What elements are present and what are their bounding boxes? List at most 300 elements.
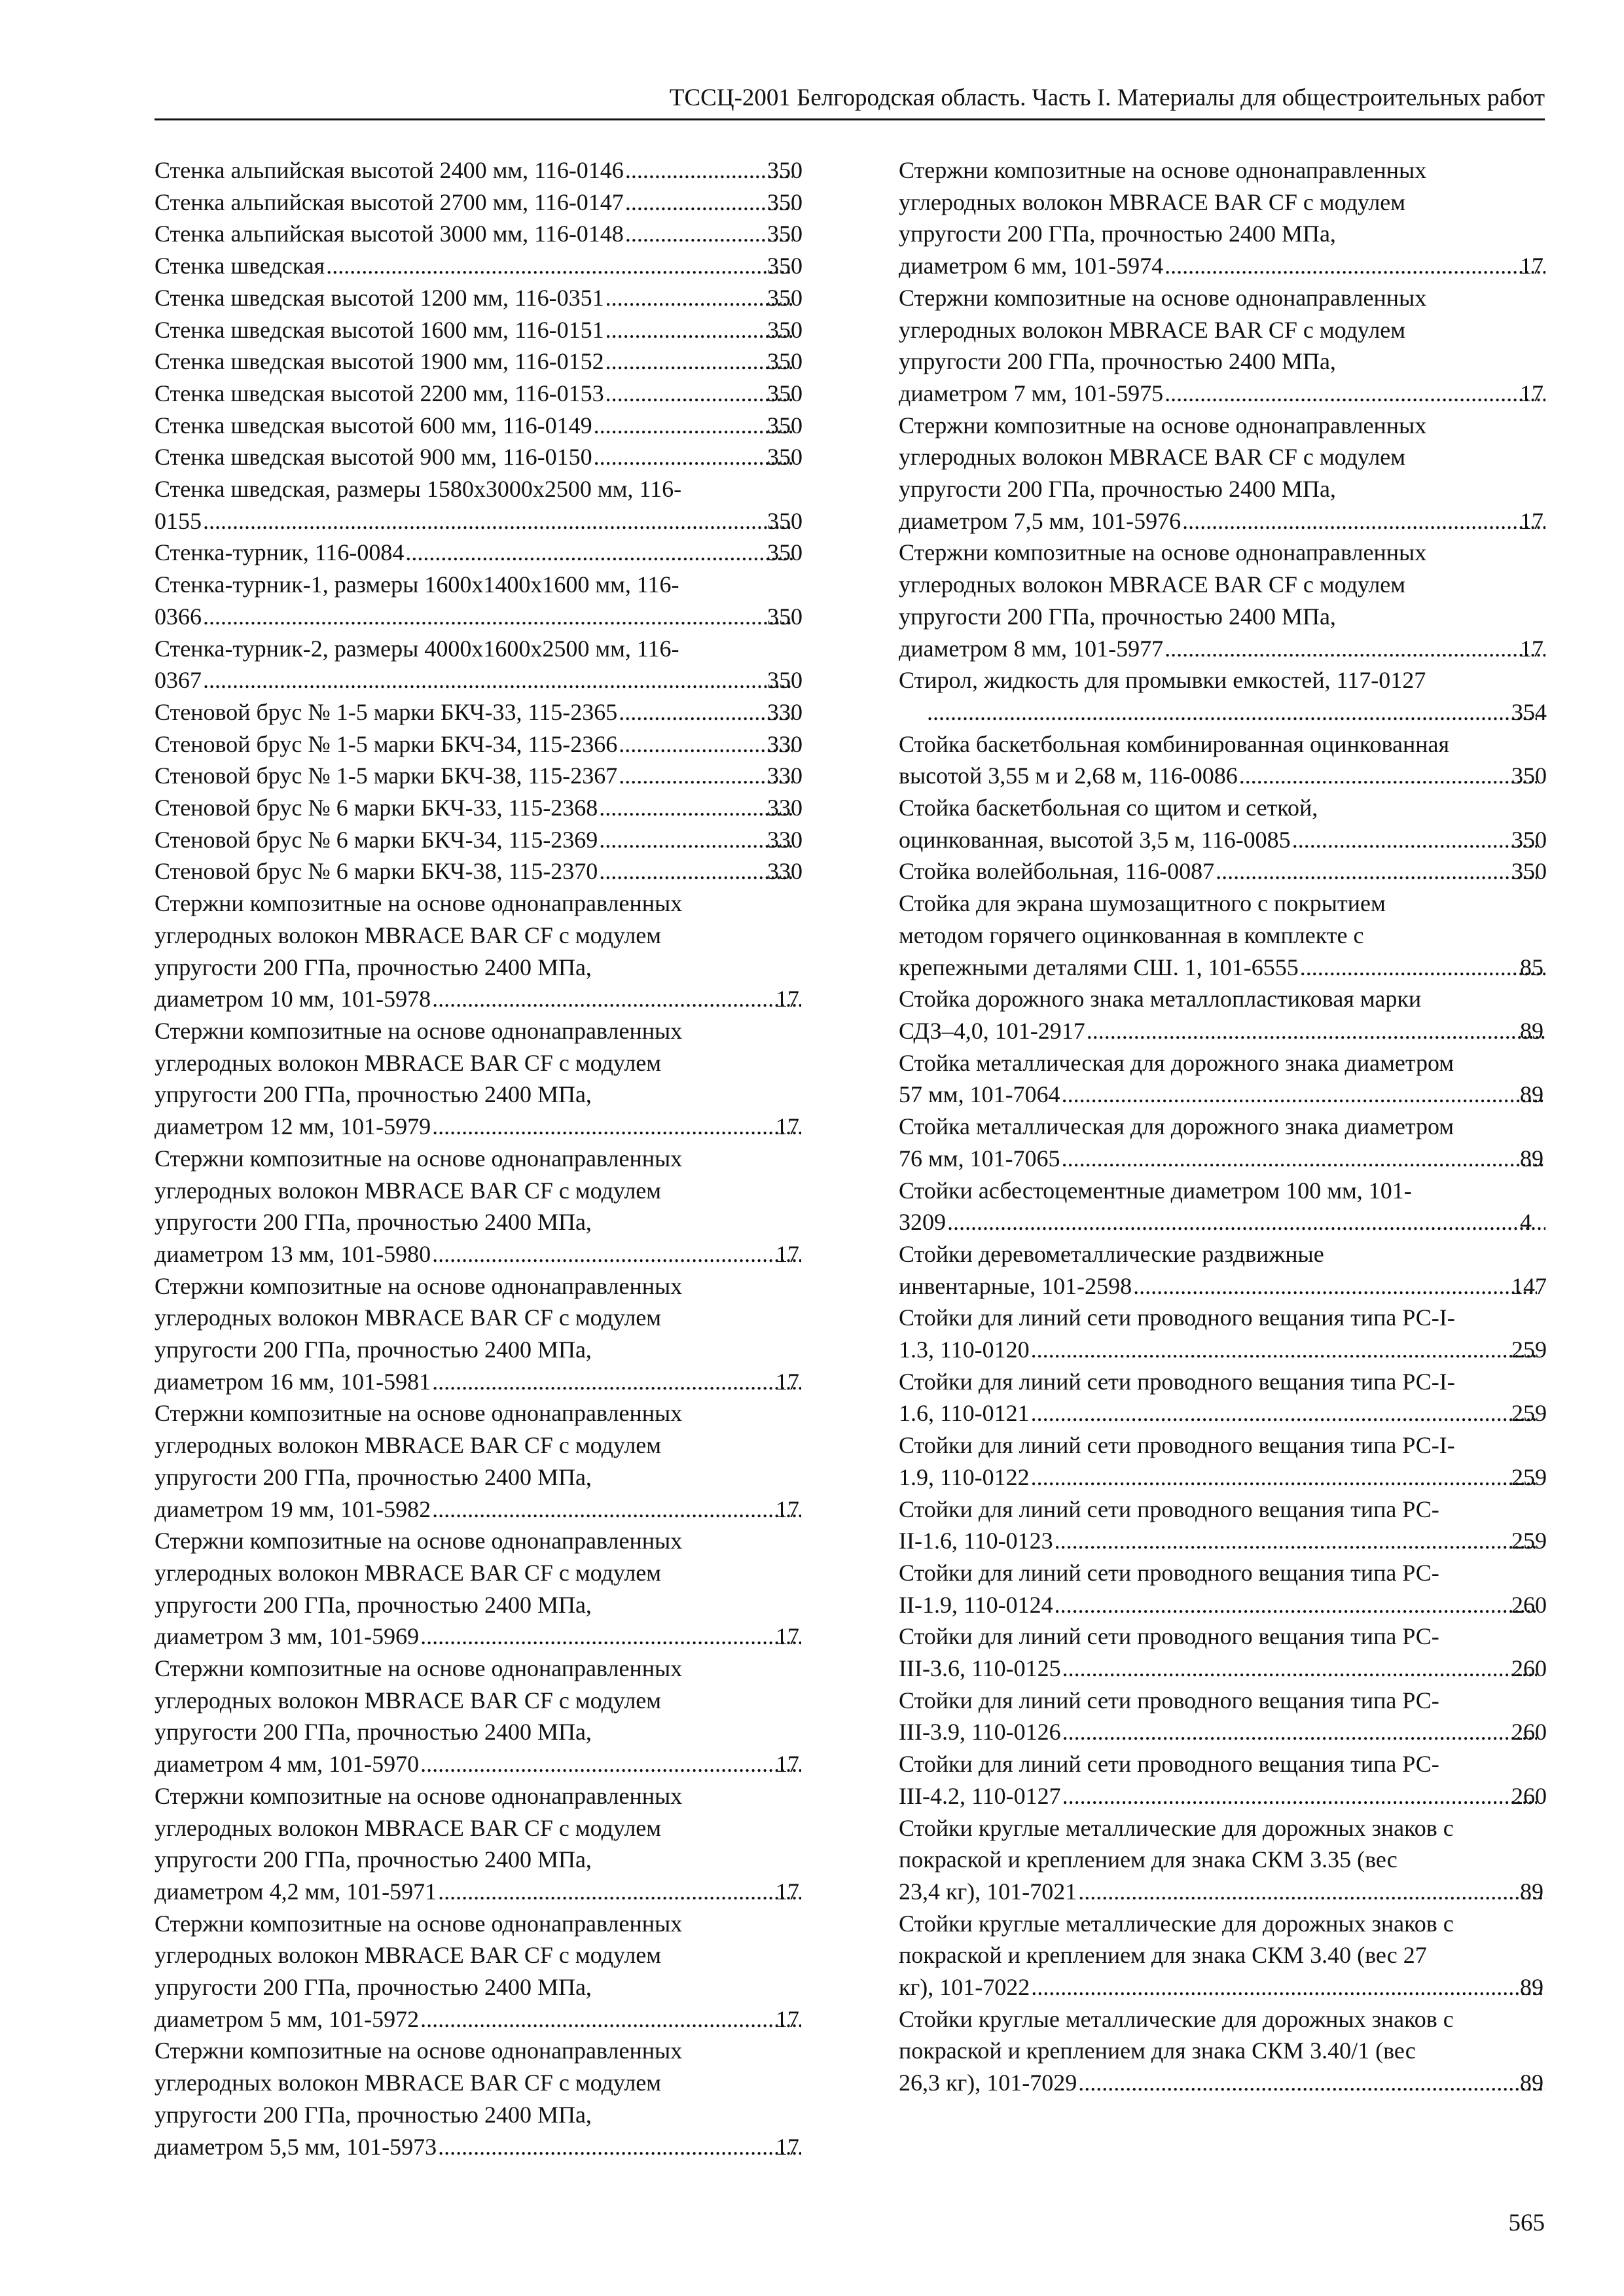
- entry-text-line: Стержни композитные на основе однонаправленных: [154, 1017, 683, 1044]
- entry-text-line: диаметром 16 мм, 101-5981: [154, 1368, 431, 1395]
- entry-last-line: диаметром 5,5 мм, 101-5973 ..... 17: [181, 2131, 803, 2163]
- entry-page-ref: 350: [767, 667, 803, 694]
- entry-text-line: Стойка дорожного знака металлопластиковая марки: [899, 986, 1422, 1013]
- index-entry: [899, 664, 1547, 728]
- entry-text-line: инвентарные, 101-2598: [899, 1272, 1132, 1299]
- entry-text-line: упругости 200 ГПа, прочностью 2400 МПа,: [899, 603, 1336, 630]
- entry-text-line: Стержни композитные на основе однонаправленных: [154, 1655, 683, 1682]
- entry-text-line: 76 мм, 101-7065: [899, 1145, 1060, 1172]
- entry-text-line: Стенка-турник-1, размеры 1600х1400х1600 мм, 116-: [154, 571, 679, 598]
- entry-text-line: диаметром 5 мм, 101-5972: [154, 2005, 420, 2032]
- entry-text-line: Стойки для линий сети проводного вещания типа РС-I-: [899, 1432, 1455, 1459]
- entry-last-line: [899, 1334, 1547, 1366]
- entry-text-line: Стенка альпийская высотой 2700 мм, 116-0147: [154, 188, 624, 215]
- index-entry: [899, 154, 1547, 282]
- entry-last-line: [154, 250, 803, 282]
- entry-text-line: Стержни композитные на основе однонаправленных: [154, 2037, 683, 2064]
- dot-leader: [432, 1366, 801, 1398]
- dot-leader: [1062, 1716, 1537, 1748]
- dot-leader: [1239, 760, 1537, 792]
- entry-last-line: [154, 728, 803, 761]
- entry-page-ref: 350: [767, 157, 803, 183]
- index-entry: [154, 855, 803, 888]
- dot-leader: [927, 696, 1537, 728]
- entry-last-line: 3209 ..... 4: [926, 1206, 1547, 1238]
- index-entry: [154, 728, 803, 761]
- entry-text-line: 57 мм, 101-7064: [899, 1081, 1060, 1108]
- entry-text-line: II-1.6, 110-0123: [899, 1528, 1053, 1554]
- entry-text-line: углеродных волокон MBRACE BAR CF с модулем: [154, 1942, 662, 1969]
- index-entry: [154, 1397, 803, 1525]
- entry-text-line: углеродных волокон MBRACE BAR CF с модулем: [899, 444, 1406, 471]
- index-entry: [154, 1780, 803, 1908]
- entry-text-line: диаметром 12 мм, 101-5979: [154, 1113, 431, 1140]
- index-column-left: [154, 154, 803, 2162]
- entry-text-line: Стеновой брус № 1-5 марки БКЧ-33, 115-2365: [154, 698, 618, 725]
- entry-page-ref: 350: [767, 221, 803, 247]
- entry-text-line: диаметром 6 мм, 101-5974: [899, 253, 1164, 279]
- entry-text-line: Стеновой брус № 1-5 марки БКЧ-34, 115-2366: [154, 730, 618, 757]
- entry-last-line: 26,3 кг), 101-7029 ..... 89: [926, 2067, 1547, 2099]
- entry-text-line: 1.9, 110-0122: [899, 1463, 1030, 1490]
- entry-text-line: III-4.2, 110-0127: [899, 1782, 1061, 1809]
- entry-text-line: Стенка шведская высотой 2200 мм, 116-0153: [154, 380, 604, 406]
- dot-leader: [438, 1876, 801, 1908]
- dot-leader: [420, 1748, 801, 1780]
- entry-text-line: Стойка баскетбольная со щитом и сеткой,: [899, 795, 1318, 821]
- dot-leader: [1062, 1143, 1545, 1175]
- entry-text-line: Стержни композитные на основе однонаправленных: [154, 1400, 683, 1427]
- index-entry: [154, 314, 803, 346]
- dot-leader: [1292, 824, 1537, 856]
- entry-page-ref: 350: [1511, 858, 1547, 885]
- entry-page-ref: 350: [767, 348, 803, 375]
- index-entry: [899, 1494, 1547, 1557]
- entry-text-line: диаметром 7 мм, 101-5975: [899, 380, 1164, 406]
- dot-leader: [203, 601, 793, 633]
- dot-leader: [1078, 2067, 1545, 2099]
- dot-leader: [1078, 1876, 1545, 1908]
- entry-last-line: крепежными деталями СШ. 1, 101-6555 ..... 85: [926, 952, 1547, 984]
- entry-text-line: Стеновой брус № 1-5 марки БКЧ-38, 115-2367: [154, 762, 618, 789]
- index-entry: [899, 1748, 1547, 1812]
- index-entry: [899, 1685, 1547, 1748]
- index-entry: [899, 1175, 1547, 1238]
- entry-page-ref: 260: [1511, 1655, 1547, 1682]
- dot-leader: [1087, 1015, 1545, 1047]
- entry-text-line: упругости 200 ГПа, прочностью 2400 МПа,: [154, 954, 592, 980]
- entry-text-line: Стойка для экрана шумозащитного с покрытием: [899, 890, 1386, 917]
- entry-last-line: [154, 218, 803, 250]
- entry-last-line: [154, 282, 803, 314]
- entry-text-line: Стойки круглые металлические для дорожных знаков с: [899, 1910, 1454, 1937]
- dot-leader: [326, 250, 793, 282]
- entry-last-line: диаметром 12 мм, 101-5979 ..... 17: [181, 1111, 803, 1143]
- entry-page-ref: 147: [1511, 1272, 1547, 1299]
- entry-text-line: Стержни композитные на основе однонаправленных: [154, 1272, 683, 1299]
- entry-text-line: СДЗ–4,0, 101-2917: [899, 1017, 1085, 1044]
- entry-text-line: углеродных волокон MBRACE BAR CF с модулем: [899, 571, 1406, 598]
- index-entry: [899, 1366, 1547, 1429]
- dot-leader: [203, 505, 793, 537]
- entry-page-ref: 330: [767, 858, 803, 885]
- index-entry: [154, 441, 803, 473]
- dot-leader: [599, 855, 793, 888]
- dot-leader: [1164, 633, 1545, 665]
- index-entry: [154, 1908, 803, 2036]
- entry-page-ref: 354: [1511, 698, 1547, 725]
- entry-last-line: диаметром 10 мм, 101-5978 ..... 17: [181, 983, 803, 1015]
- entry-page-ref: 259: [1511, 1528, 1547, 1554]
- dot-leader: [1031, 1334, 1537, 1366]
- entry-last-line: [154, 855, 803, 888]
- index-entry: [154, 888, 803, 1015]
- entry-text-line: 1.3, 110-0120: [899, 1336, 1030, 1363]
- entry-text-line: углеродных волокон MBRACE BAR CF с модулем: [154, 1049, 662, 1076]
- entry-last-line: 57 мм, 101-7064 ..... 89: [926, 1079, 1547, 1111]
- entry-text-line: Стойка баскетбольная комбинированная оцинкованная: [899, 730, 1450, 757]
- entry-text-line: 23,4 кг), 101-7021: [899, 1878, 1077, 1905]
- entry-last-line: [154, 154, 803, 187]
- entry-text-line: Стойки круглые металлические для дорожных знаков с: [899, 1814, 1454, 1841]
- dot-leader: [1031, 1397, 1537, 1429]
- dot-leader: [1062, 1079, 1545, 1111]
- index-entry: [899, 1621, 1547, 1684]
- entry-text-line: Стеновой брус № 6 марки БКЧ-33, 115-2368: [154, 795, 598, 821]
- index-column-right: [899, 154, 1547, 2099]
- entry-text-line: II-1.9, 110-0124: [899, 1591, 1053, 1618]
- entry-text-line: методом горячего оцинкованная в комплекте с: [899, 922, 1364, 948]
- dot-leader: [203, 664, 793, 696]
- entry-last-line: [154, 441, 803, 473]
- entry-last-line: диаметром 3 мм, 101-5969 ..... 17: [181, 1621, 803, 1653]
- entry-text-line: Стойки для линий сети проводного вещания типа РС-I-: [899, 1304, 1455, 1331]
- entry-text-line: углеродных волокон MBRACE BAR CF с модулем: [899, 316, 1406, 343]
- entry-last-line: СДЗ–4,0, 101-2917 ..... 89: [926, 1015, 1547, 1047]
- entry-last-line: [154, 537, 803, 569]
- entry-text-line: Стойки круглые металлические для дорожных знаков с: [899, 2005, 1454, 2032]
- entry-last-line: [926, 696, 1547, 728]
- entry-text-line: покраской и креплением для знака СКМ 3.35 (вес: [899, 1846, 1398, 1873]
- entry-text-line: 0367: [154, 667, 202, 694]
- entry-text-line: углеродных волокон MBRACE BAR CF с модулем: [154, 1687, 662, 1713]
- entry-last-line: диаметром 6 мм, 101-5974 ..... 17: [926, 250, 1547, 282]
- index-entry: [154, 696, 803, 728]
- entry-text-line: диаметром 8 мм, 101-5977: [899, 635, 1164, 662]
- index-entry: [154, 760, 803, 792]
- index-entry: [154, 537, 803, 569]
- entry-page-ref: 259: [1511, 1463, 1547, 1490]
- entry-last-line: диаметром 16 мм, 101-5981 ..... 17: [181, 1366, 803, 1398]
- entry-text-line: оцинкованная, высотой 3,5 м, 116-0085: [899, 826, 1291, 853]
- dot-leader: [432, 1494, 801, 1526]
- index-entry: [899, 888, 1547, 983]
- entry-text-line: 0366: [154, 603, 202, 630]
- entry-last-line: кг), 101-7022 ..... 89: [926, 1971, 1547, 2003]
- entry-text-line: 26,3 кг), 101-7029: [899, 2070, 1077, 2096]
- entry-last-line: [154, 664, 803, 696]
- entry-text-line: Стойки для линий сети проводного вещания типа РС-: [899, 1623, 1439, 1650]
- entry-page-ref: 350: [767, 253, 803, 279]
- entry-last-line: диаметром 13 мм, 101-5980 ..... 17: [181, 1238, 803, 1270]
- index-entry: [154, 473, 803, 537]
- entry-text-line: Стойка волейбольная, 116-0087: [899, 858, 1215, 885]
- dot-leader: [594, 441, 793, 473]
- entry-page-ref: 350: [767, 316, 803, 343]
- entry-text-line: диаметром 4 мм, 101-5970: [154, 1751, 420, 1778]
- index-entry: [154, 824, 803, 856]
- dot-leader: [1300, 952, 1545, 984]
- entry-text-line: упругости 200 ГПа, прочностью 2400 МПа,: [154, 1336, 592, 1363]
- entry-text-line: Стойки для линий сети проводного вещания типа РС-: [899, 1496, 1439, 1522]
- entry-text-line: диаметром 3 мм, 101-5969: [154, 1623, 420, 1650]
- entry-text-line: Стеновой брус № 6 марки БКЧ-34, 115-2369: [154, 826, 598, 853]
- entry-text-line: диаметром 5,5 мм, 101-5973: [154, 2133, 437, 2160]
- index-entry: [154, 1270, 803, 1398]
- index-entry: [899, 855, 1547, 888]
- entry-text-line: упругости 200 ГПа, прочностью 2400 МПа,: [154, 1974, 592, 2001]
- dot-leader: [1031, 1971, 1545, 2003]
- dot-leader: [605, 314, 793, 346]
- dot-leader: [599, 792, 793, 824]
- entry-text-line: упругости 200 ГПа, прочностью 2400 МПа,: [154, 1463, 592, 1490]
- entry-text-line: Стенка альпийская высотой 3000 мм, 116-0148: [154, 221, 624, 247]
- entry-text-line: кг), 101-7022: [899, 1974, 1030, 2001]
- index-entry: [154, 1143, 803, 1270]
- dot-leader: [1062, 1653, 1537, 1685]
- entry-text-line: углеродных волокон MBRACE BAR CF с модулем: [154, 1814, 662, 1841]
- dot-leader: [420, 1621, 801, 1653]
- entry-page-ref: 259: [1511, 1336, 1547, 1363]
- entry-page-ref: 330: [767, 730, 803, 757]
- entry-last-line: [154, 314, 803, 346]
- index-entry: [154, 2035, 803, 2162]
- entry-text-line: диаметром 4,2 мм, 101-5971: [154, 1878, 437, 1905]
- dot-leader: [605, 282, 793, 314]
- entry-text-line: Стержни композитные на основе однонаправленных: [899, 412, 1427, 439]
- index-entry: [899, 1238, 1547, 1302]
- entry-last-line: [154, 346, 803, 378]
- entry-page-ref: 350: [767, 188, 803, 215]
- running-header: ТССЦ-2001 Белгородская область. Часть I. Материалы для общестроительных работ: [669, 84, 1545, 111]
- dot-leader: [1031, 1462, 1537, 1494]
- entry-page-ref: 350: [767, 603, 803, 630]
- entry-last-line: [899, 1589, 1547, 1621]
- entry-page-ref: 330: [767, 762, 803, 789]
- entry-text-line: Стойка металлическая для дорожного знака диаметром: [899, 1049, 1454, 1076]
- page-number: 565: [1508, 2210, 1545, 2236]
- entry-last-line: [154, 601, 803, 633]
- index-entry: [154, 282, 803, 314]
- dot-leader: [432, 983, 801, 1015]
- entry-text-line: упругости 200 ГПа, прочностью 2400 МПа,: [154, 1719, 592, 1746]
- dot-leader: [605, 346, 793, 378]
- dot-leader: [1062, 1780, 1537, 1812]
- entry-last-line: [899, 1716, 1547, 1748]
- entry-text-line: покраской и креплением для знака СКМ 3.40 (вес 27: [899, 1942, 1427, 1969]
- entry-last-line: 76 мм, 101-7065 ..... 89: [926, 1143, 1547, 1175]
- entry-last-line: [899, 855, 1547, 888]
- entry-page-ref: 260: [1511, 1782, 1547, 1809]
- index-entry: [899, 2003, 1547, 2099]
- entry-text-line: диаметром 10 мм, 101-5978: [154, 986, 431, 1013]
- entry-last-line: диаметром 4,2 мм, 101-5971 ..... 17: [181, 1876, 803, 1908]
- entry-last-line: [154, 792, 803, 824]
- dot-leader: [1055, 1589, 1537, 1621]
- entry-text-line: Стойки для линий сети проводного вещания типа РС-: [899, 1751, 1439, 1778]
- entry-text-line: упругости 200 ГПа, прочностью 2400 МПа,: [899, 476, 1336, 503]
- index-entry: [154, 187, 803, 219]
- index-entry: [899, 1812, 1547, 1908]
- entry-text-line: 3209: [899, 1209, 946, 1236]
- index-entry: [899, 1557, 1547, 1621]
- entry-text-line: Стержни композитные на основе однонаправленных: [899, 157, 1427, 183]
- index-entry: [154, 378, 803, 410]
- index-entry: [154, 633, 803, 696]
- entry-page-ref: 350: [767, 444, 803, 471]
- entry-last-line: [154, 824, 803, 856]
- dot-leader: [1164, 250, 1545, 282]
- entry-last-line: диаметром 7 мм, 101-5975 ..... 17: [926, 378, 1547, 410]
- entry-text-line: углеродных волокон MBRACE BAR CF с модулем: [154, 922, 662, 948]
- entry-text-line: упругости 200 ГПа, прочностью 2400 МПа,: [899, 348, 1336, 375]
- dot-leader: [1164, 378, 1545, 410]
- index-entry: [154, 346, 803, 378]
- index-entry: [154, 250, 803, 282]
- entry-last-line: диаметром 4 мм, 101-5970 ..... 17: [181, 1748, 803, 1780]
- entry-text-line: Стенка шведская высотой 1900 мм, 116-0152: [154, 348, 604, 375]
- entry-text-line: Стенка шведская высотой 600 мм, 116-0149: [154, 412, 592, 439]
- entry-last-line: [899, 1397, 1547, 1429]
- dot-leader: [1133, 1270, 1537, 1302]
- index-entry: [899, 1302, 1547, 1365]
- index-entry: [154, 410, 803, 442]
- entry-last-line: [899, 1780, 1547, 1812]
- index-entry: [899, 728, 1547, 792]
- entry-text-line: углеродных волокон MBRACE BAR CF с модулем: [154, 1432, 662, 1459]
- entry-text-line: III-3.6, 110-0125: [899, 1655, 1061, 1682]
- entry-text-line: упругости 200 ГПа, прочностью 2400 МПа,: [154, 1209, 592, 1236]
- index-entry: [154, 1525, 803, 1653]
- entry-text-line: упругости 200 ГПа, прочностью 2400 МПа,: [154, 1846, 592, 1873]
- entry-last-line: [154, 696, 803, 728]
- entry-text-line: диаметром 7,5 мм, 101-5976: [899, 507, 1182, 534]
- entry-text-line: Стойки для линий сети проводного вещания типа РС-I-: [899, 1368, 1455, 1395]
- entry-text-line: Стержни композитные на основе однонаправленных: [899, 284, 1427, 311]
- index-entry: [899, 792, 1547, 855]
- entry-page-ref: 350: [767, 284, 803, 311]
- entry-text-line: диаметром 13 мм, 101-5980: [154, 1240, 431, 1267]
- entry-text-line: Стенка-турник-2, размеры 4000х1600х2500 мм, 116-: [154, 635, 679, 662]
- index-entry: [154, 218, 803, 250]
- entry-text-line: Стенка-турник, 116-0084: [154, 539, 405, 566]
- entry-page-ref: 330: [767, 795, 803, 821]
- entry-last-line: [899, 1462, 1547, 1494]
- entry-last-line: [154, 410, 803, 442]
- entry-text-line: диаметром 19 мм, 101-5982: [154, 1496, 431, 1522]
- entry-text-line: углеродных волокон MBRACE BAR CF с модулем: [899, 188, 1406, 215]
- entry-text-line: Стойки для линий сети проводного вещания типа РС-: [899, 1687, 1439, 1713]
- entry-text-line: Стенка альпийская высотой 2400 мм, 116-0146: [154, 157, 624, 183]
- entry-last-line: диаметром 5 мм, 101-5972 ..... 17: [181, 2003, 803, 2036]
- entry-text-line: Стенка шведская высотой 1200 мм, 116-0351: [154, 284, 604, 311]
- index-entry: [899, 537, 1547, 664]
- entry-last-line: диаметром 8 мм, 101-5977 ..... 17: [926, 633, 1547, 665]
- index-entry: [899, 282, 1547, 410]
- index-entry: [899, 1047, 1547, 1111]
- entry-last-line: [899, 1270, 1547, 1302]
- entry-text-line: углеродных волокон MBRACE BAR CF с модулем: [154, 1177, 662, 1204]
- entry-text-line: Стойки деревометаллические раздвижные: [899, 1240, 1324, 1267]
- entry-text-line: Стенка шведская, размеры 1580х3000х2500 мм, 116-: [154, 476, 682, 503]
- entry-page-ref: 260: [1511, 1719, 1547, 1746]
- entry-text-line: Стойки асбестоцементные диаметром 100 мм, 101-: [899, 1177, 1412, 1204]
- entry-text-line: упругости 200 ГПа, прочностью 2400 МПа,: [154, 1591, 592, 1618]
- entry-last-line: [899, 1653, 1547, 1685]
- entry-page-ref: 259: [1511, 1400, 1547, 1427]
- dot-leader: [947, 1206, 1545, 1238]
- dot-leader: [599, 824, 793, 856]
- entry-last-line: [154, 378, 803, 410]
- index-entry: [899, 1908, 1547, 2003]
- dot-leader: [1216, 855, 1537, 888]
- index-entry: [154, 1653, 803, 1780]
- entry-last-line: [154, 760, 803, 792]
- entry-text-line: Стойки для линий сети проводного вещания типа РС-: [899, 1559, 1439, 1586]
- dot-leader: [420, 2003, 801, 2036]
- dot-leader: [605, 378, 793, 410]
- header-rule: [154, 118, 1545, 120]
- index-entry: [154, 569, 803, 632]
- entry-text-line: Стенка шведская высотой 900 мм, 116-0150: [154, 444, 592, 471]
- entry-text-line: Стойка металлическая для дорожного знака диаметром: [899, 1113, 1454, 1140]
- entry-page-ref: 350: [767, 507, 803, 534]
- entry-text-line: упругости 200 ГПа, прочностью 2400 МПа,: [154, 2101, 592, 2128]
- entry-page-ref: 350: [1511, 762, 1547, 789]
- entry-text-line: упругости 200 ГПа, прочностью 2400 МПа,: [899, 221, 1336, 247]
- entry-last-line: диаметром 7,5 мм, 101-5976 ..... 17: [926, 505, 1547, 537]
- dot-leader: [432, 1111, 801, 1143]
- index-entry: [899, 983, 1547, 1047]
- index-entry: [899, 1111, 1547, 1174]
- entry-text-line: крепежными деталями СШ. 1, 101-6555: [899, 954, 1299, 980]
- entry-page-ref: 350: [767, 412, 803, 439]
- entry-last-line: [899, 824, 1547, 856]
- entry-page-ref: 350: [767, 380, 803, 406]
- entry-text-line: высотой 3,55 м и 2,68 м, 116-0086: [899, 762, 1238, 789]
- index-entry: [154, 792, 803, 824]
- entry-page-ref: 350: [1511, 826, 1547, 853]
- entry-text-line: углеродных волокон MBRACE BAR CF с модулем: [154, 1304, 662, 1331]
- entry-text-line: упругости 200 ГПа, прочностью 2400 МПа,: [154, 1081, 592, 1108]
- dot-leader: [405, 537, 793, 569]
- entry-last-line: [899, 1525, 1547, 1557]
- index-entry: [899, 410, 1547, 537]
- entry-last-line: 23,4 кг), 101-7021 ..... 89: [926, 1876, 1547, 1908]
- entry-text-line: III-3.9, 110-0126: [899, 1719, 1061, 1746]
- index-entry: [154, 154, 803, 187]
- entry-last-line: [154, 505, 803, 537]
- entry-text-line: Стержни композитные на основе однонаправленных: [154, 1910, 683, 1937]
- entry-page-ref: 260: [1511, 1591, 1547, 1618]
- index-entry: [154, 1015, 803, 1143]
- index-entry: [899, 1429, 1547, 1493]
- entry-text-line: углеродных волокон MBRACE BAR CF с модулем: [154, 2070, 662, 2096]
- entry-text-line: Стирол, жидкость для промывки емкостей, 117-0127: [899, 667, 1426, 694]
- entry-page-ref: 350: [767, 539, 803, 566]
- entry-text-line: Стержни композитные на основе однонаправленных: [899, 539, 1427, 566]
- entry-last-line: диаметром 19 мм, 101-5982 ..... 17: [181, 1494, 803, 1526]
